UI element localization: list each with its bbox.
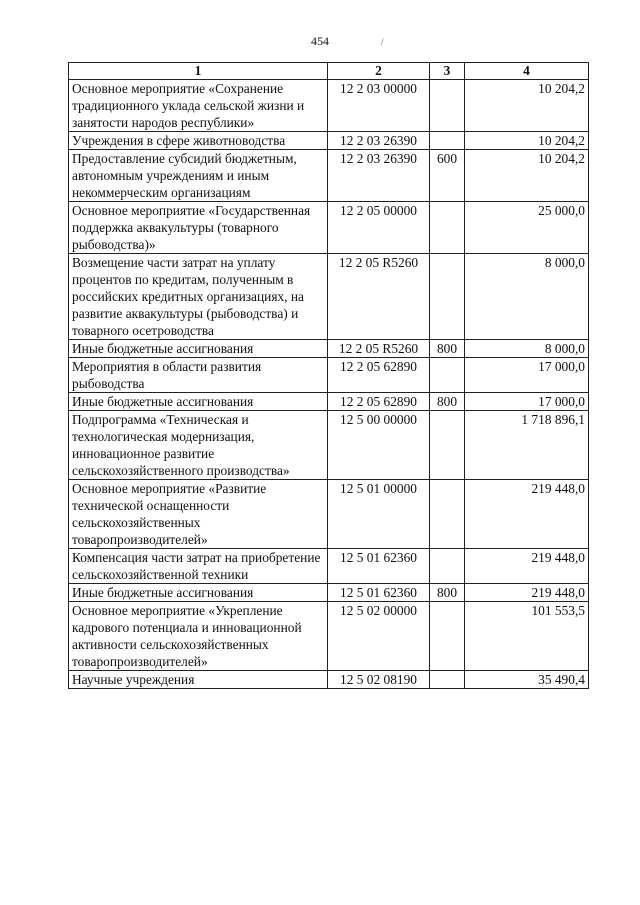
table-row bbox=[69, 150, 589, 202]
row-code-cell: 12 5 01 00000 bbox=[328, 480, 430, 549]
row-name-cell: Предоставление субсидий бюджетным, автономным учреждениям и иным некоммерческим организациям bbox=[69, 150, 328, 202]
row-code-cell: 12 5 00 00000 bbox=[328, 411, 430, 480]
row-name-cell: Компенсация части затрат на приобретение сельскохозяйственной техники bbox=[69, 549, 328, 584]
row-name-cell: Основное мероприятие «Государственная поддержка аквакультуры (товарного рыбоводства)» bbox=[69, 202, 328, 254]
row-code-cell: 12 5 02 00000 bbox=[328, 602, 430, 671]
table-row bbox=[69, 254, 589, 340]
table-row bbox=[69, 358, 589, 393]
row-code-cell: 12 2 05 62890 bbox=[328, 393, 430, 411]
table-row bbox=[69, 340, 589, 358]
row-code-cell: 12 2 03 00000 bbox=[328, 80, 430, 132]
row-name-cell: Основное мероприятие «Укрепление кадрового потенциала и инновационной активности сельскохозяйственных товаропроизводителей» bbox=[69, 602, 328, 671]
row-amount-cell: 219 448,0 bbox=[465, 549, 589, 584]
row-type-cell bbox=[430, 602, 465, 671]
budget-table bbox=[68, 62, 589, 689]
row-type-cell: 800 bbox=[430, 340, 465, 358]
table-header-row bbox=[69, 63, 589, 80]
table-row bbox=[69, 132, 589, 150]
row-name-cell: Учреждения в сфере животноводства bbox=[69, 132, 328, 150]
table-row bbox=[69, 602, 589, 671]
row-name-cell: Мероприятия в области развития рыбоводства bbox=[69, 358, 328, 393]
row-type-cell bbox=[430, 549, 465, 584]
row-code-cell: 12 2 05 00000 bbox=[328, 202, 430, 254]
row-amount-cell: 17 000,0 bbox=[465, 358, 589, 393]
table-row bbox=[69, 80, 589, 132]
table-row bbox=[69, 393, 589, 411]
row-code-cell: 12 2 03 26390 bbox=[328, 132, 430, 150]
row-amount-cell: 8 000,0 bbox=[465, 254, 589, 340]
row-type-cell bbox=[430, 132, 465, 150]
row-amount-cell: 219 448,0 bbox=[465, 480, 589, 549]
row-name-cell: Подпрограмма «Техническая и технологическая модернизация, инновационное развитие сельскохозяйственного производства» bbox=[69, 411, 328, 480]
row-code-cell: 12 5 01 62360 bbox=[328, 549, 430, 584]
table-body bbox=[69, 80, 589, 689]
table-row bbox=[69, 411, 589, 480]
row-name-cell: Основное мероприятие «Сохранение традиционного уклада сельской жизни и занятости народов республики» bbox=[69, 80, 328, 132]
row-code-cell: 12 2 05 R5260 bbox=[328, 254, 430, 340]
row-amount-cell: 25 000,0 bbox=[465, 202, 589, 254]
row-type-cell: 800 bbox=[430, 393, 465, 411]
row-type-cell: 800 bbox=[430, 584, 465, 602]
row-code-cell: 12 2 05 62890 bbox=[328, 358, 430, 393]
row-amount-cell: 17 000,0 bbox=[465, 393, 589, 411]
header-col-2: 2 bbox=[328, 63, 430, 80]
row-amount-cell: 10 204,2 bbox=[465, 80, 589, 132]
table-row bbox=[69, 480, 589, 549]
scan-mark: / bbox=[381, 37, 384, 47]
header-col-4: 4 bbox=[465, 63, 589, 80]
table-row bbox=[69, 202, 589, 254]
row-type-cell bbox=[430, 671, 465, 689]
header-col-1: 1 bbox=[69, 63, 328, 80]
row-type-cell bbox=[430, 202, 465, 254]
row-name-cell: Иные бюджетные ассигнования bbox=[69, 340, 328, 358]
row-name-cell: Основное мероприятие «Развитие технической оснащенности сельскохозяйственных товаропроизводителей» bbox=[69, 480, 328, 549]
row-name-cell: Иные бюджетные ассигнования bbox=[69, 393, 328, 411]
row-code-cell: 12 2 03 26390 bbox=[328, 150, 430, 202]
row-amount-cell: 10 204,2 bbox=[465, 150, 589, 202]
row-name-cell: Научные учреждения bbox=[69, 671, 328, 689]
row-type-cell: 600 bbox=[430, 150, 465, 202]
row-amount-cell: 1 718 896,1 bbox=[465, 411, 589, 480]
row-code-cell: 12 5 02 08190 bbox=[328, 671, 430, 689]
row-name-cell: Возмещение части затрат на уплату процентов по кредитам, полученным в российских кредитных организациях, на развитие аквакультуры (рыбоводства) и товарного осетроводства bbox=[69, 254, 328, 340]
page-number: 454 bbox=[311, 34, 329, 48]
row-type-cell bbox=[430, 80, 465, 132]
row-amount-cell: 219 448,0 bbox=[465, 584, 589, 602]
row-name-cell: Иные бюджетные ассигнования bbox=[69, 584, 328, 602]
table-row bbox=[69, 584, 589, 602]
table-row bbox=[69, 549, 589, 584]
row-amount-cell: 101 553,5 bbox=[465, 602, 589, 671]
row-code-cell: 12 2 05 R5260 bbox=[328, 340, 430, 358]
row-type-cell bbox=[430, 358, 465, 393]
header-col-3: 3 bbox=[430, 63, 465, 80]
row-amount-cell: 8 000,0 bbox=[465, 340, 589, 358]
row-type-cell bbox=[430, 254, 465, 340]
row-code-cell: 12 5 01 62360 bbox=[328, 584, 430, 602]
row-amount-cell: 35 490,4 bbox=[465, 671, 589, 689]
row-type-cell bbox=[430, 411, 465, 480]
table-row bbox=[69, 671, 589, 689]
row-amount-cell: 10 204,2 bbox=[465, 132, 589, 150]
row-type-cell bbox=[430, 480, 465, 549]
